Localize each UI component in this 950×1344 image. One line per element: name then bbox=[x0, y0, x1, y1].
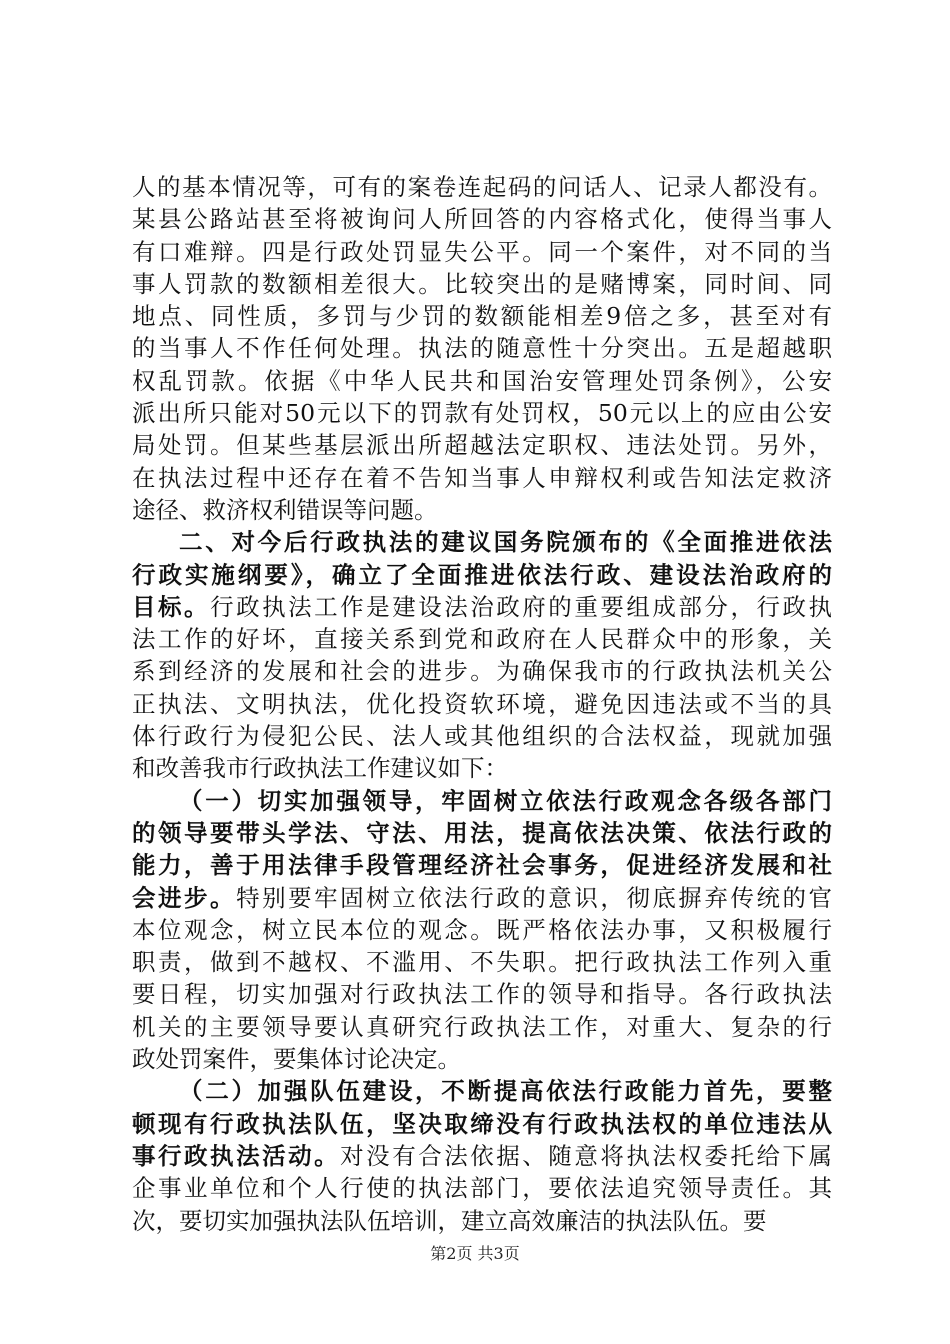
text-line bbox=[132, 882, 832, 914]
paragraph bbox=[132, 1075, 832, 1236]
text-line bbox=[132, 591, 832, 623]
bold-text-segment: 目标。 bbox=[132, 592, 211, 621]
text-line bbox=[132, 1140, 832, 1172]
bold-text-segment: 的领导要带头学法、守法、用法，提高依法决策、依法行政的 bbox=[132, 818, 832, 847]
text-line bbox=[132, 462, 832, 494]
paragraph bbox=[132, 526, 832, 784]
text-line bbox=[132, 688, 832, 720]
text-segment: 局处罚。但某些基层派出所超越法定职权、违法处罚。另外， bbox=[132, 431, 832, 460]
text-line bbox=[132, 623, 832, 655]
text-segment: 政处罚案件，要集体讨论决定。 bbox=[132, 1045, 461, 1074]
text-line bbox=[132, 526, 832, 558]
text-line bbox=[132, 655, 832, 687]
text-line bbox=[132, 365, 832, 397]
text-segment: 体行政行为侵犯公民、法人或其他组织的合法权益，现就加强 bbox=[132, 722, 832, 751]
paragraph bbox=[132, 785, 832, 1076]
text-line bbox=[132, 203, 832, 235]
body-text bbox=[132, 171, 832, 1237]
bold-text-segment: 顿现有行政执法队伍，坚决取缔没有行政执法权的单位违法从 bbox=[132, 1109, 832, 1138]
page-number-label: 第2页 共3页 bbox=[430, 1244, 520, 1263]
text-line bbox=[132, 397, 832, 429]
bold-text-segment: （二）加强队伍建设，不断提高依法行政能力首先，要整 bbox=[179, 1077, 832, 1106]
text-line bbox=[132, 1011, 832, 1043]
text-segment: 和改善我市行政执法工作建议如下： bbox=[132, 754, 508, 783]
text-line bbox=[132, 817, 832, 849]
text-line bbox=[132, 978, 832, 1010]
text-segment: 系到经济的发展和社会的进步。为确保我市的行政执法机关公 bbox=[132, 657, 832, 686]
text-line bbox=[132, 1172, 832, 1204]
text-segment: 地点、同性质，多罚与少罚的数额能相差9倍之多，甚至对有 bbox=[132, 302, 832, 331]
text-line bbox=[132, 268, 832, 300]
text-segment: 职责，做到不越权、不滥用、不失职。把行政执法工作列入重 bbox=[132, 948, 832, 977]
text-segment: 对没有合法依据、随意将执法权委托给下属 bbox=[340, 1141, 833, 1170]
bold-text-segment: 事行政执法活动。 bbox=[132, 1141, 341, 1170]
text-line bbox=[132, 946, 832, 978]
text-line bbox=[132, 785, 832, 817]
text-segment: 在执法过程中还存在着不告知当事人申辩权利或告知法定救济 bbox=[132, 463, 832, 492]
text-line bbox=[132, 720, 832, 752]
text-line bbox=[132, 1075, 832, 1107]
text-line bbox=[132, 1108, 832, 1140]
text-segment: 派出所只能对50元以下的罚款有处罚权，50元以上的应由公安 bbox=[132, 399, 832, 428]
text-segment: 法工作的好坏，直接关系到党和政府在人民群众中的形象，关 bbox=[132, 625, 832, 654]
bold-text-segment: 能力，善于用法律手段管理经济社会事务，促进经济发展和社 bbox=[132, 851, 832, 880]
text-line bbox=[132, 171, 832, 203]
text-line bbox=[132, 1205, 832, 1237]
text-segment: 机关的主要领导要认真研究行政执法工作，对重大、复杂的行 bbox=[132, 1012, 832, 1041]
text-segment: 事人罚款的数额相差很大。比较突出的是赌博案，同时间、同 bbox=[132, 269, 832, 298]
text-line bbox=[132, 236, 832, 268]
text-line bbox=[132, 494, 832, 526]
text-segment: 权乱罚款。依据《中华人民共和国治安管理处罚条例》，公安 bbox=[132, 366, 832, 395]
text-segment: 有口难辩。四是行政处罚显失公平。同一个案件，对不同的当 bbox=[132, 237, 832, 266]
text-segment: 次，要切实加强执法队伍培训，建立高效廉洁的执法队伍。要 bbox=[132, 1206, 767, 1235]
bold-text-segment: 会进步。 bbox=[132, 883, 237, 912]
text-segment: 企事业单位和个人行使的执法部门，要依法追究领导责任。其 bbox=[132, 1174, 832, 1203]
text-segment: 行政执法工作是建设法治政府的重要组成部分，行政执 bbox=[210, 592, 833, 621]
text-segment: 某县公路站甚至将被询问人所回答的内容格式化，使得当事人 bbox=[132, 205, 832, 234]
text-line bbox=[132, 332, 832, 364]
text-line bbox=[132, 914, 832, 946]
bold-text-segment: 行政实施纲要》，确立了全面推进依法行政、建设法治政府的 bbox=[132, 560, 832, 589]
text-segment: 特别要牢固树立依法行政的意识，彻底摒弃传统的官 bbox=[236, 883, 833, 912]
text-segment: 途径、救济权利错误等问题。 bbox=[132, 495, 438, 524]
text-segment: 正执法、文明执法，优化投资软环境，避免因违法或不当的具 bbox=[132, 689, 832, 718]
text-segment: 的当事人不作任何处理。执法的随意性十分突出。五是超越职 bbox=[132, 334, 832, 363]
text-segment: 人的基本情况等，可有的案卷连起码的问话人、记录人都没有。 bbox=[132, 173, 832, 201]
text-line bbox=[132, 300, 832, 332]
bold-text-segment: 二、对今后行政执法的建议国务院颁布的《全面推进依法 bbox=[179, 528, 832, 557]
paragraph bbox=[132, 171, 832, 526]
text-segment: 要日程，切实加强对行政执法工作的领导和指导。各行政执法 bbox=[132, 980, 832, 1009]
bold-text-segment: （一）切实加强领导，牢固树立依法行政观念各级各部门 bbox=[179, 786, 832, 815]
text-line bbox=[132, 849, 832, 881]
text-line bbox=[132, 559, 832, 591]
text-line bbox=[132, 752, 832, 784]
text-line bbox=[132, 1043, 832, 1075]
page-footer bbox=[0, 1244, 950, 1264]
text-segment: 本位观念，树立民本位的观念。既严格依法办事，又积极履行 bbox=[132, 915, 832, 944]
text-line bbox=[132, 429, 832, 461]
